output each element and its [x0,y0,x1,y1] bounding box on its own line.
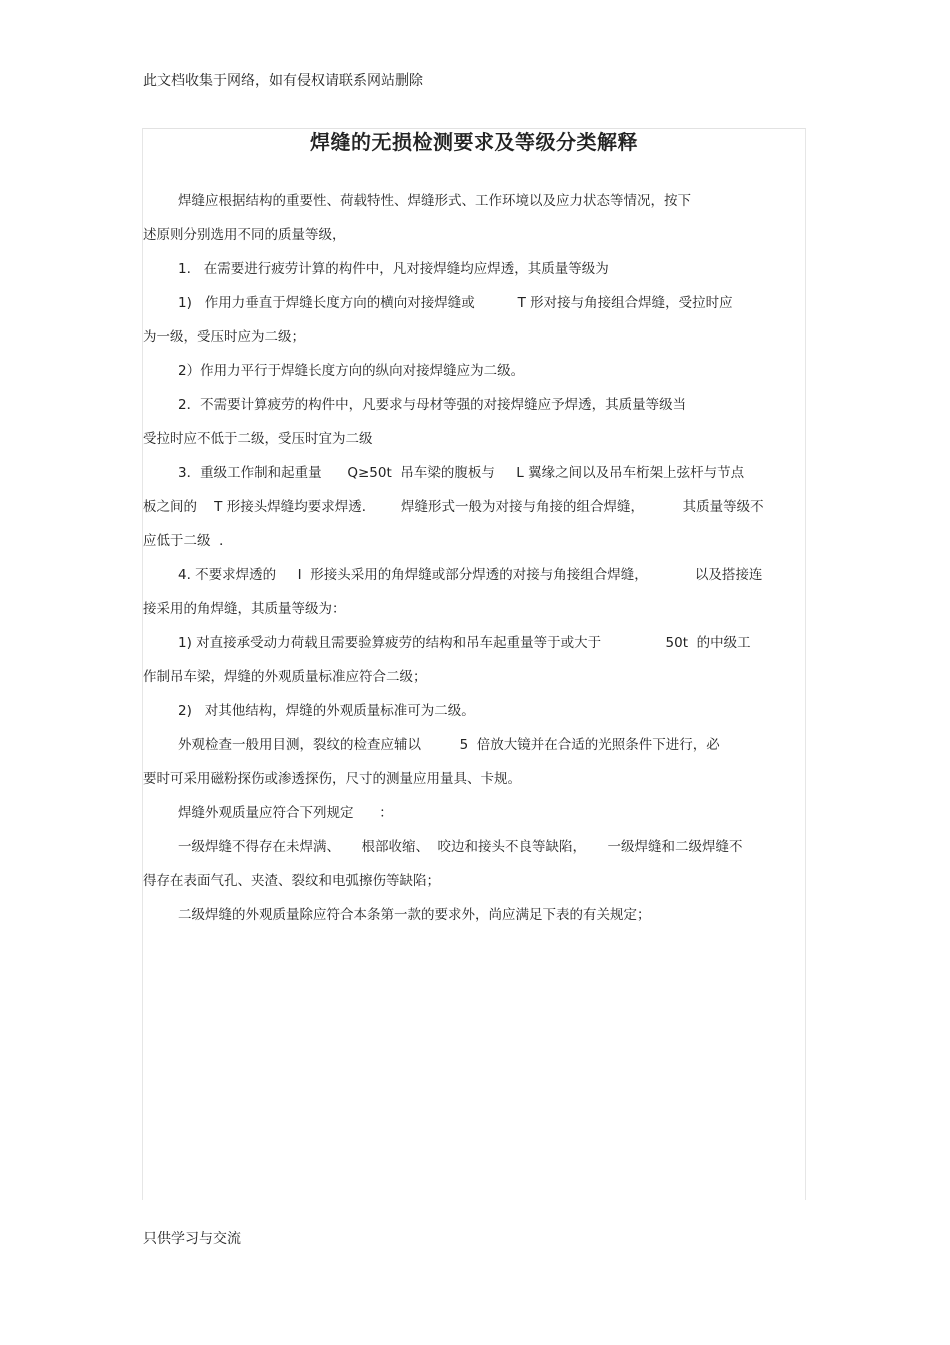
body-line: 接采用的角焊缝，其质量等级为： [143,601,346,617]
body-line: 二级焊缝的外观质量除应符合本条第一款的要求外，尚应满足下表的有关规定； [178,907,651,923]
body-line: 焊缝外观质量应符合下列规定 ： [178,805,393,821]
document-title: 焊缝的无损检测要求及等级分类解释 [310,130,638,154]
body-line: 3．重级工作制和起重量 Q≥50t 吊车梁的腹板与 L 翼缘之间以及吊车桁架上弦杆与节点 [178,465,745,481]
body-line: 1) 对直接承受动力荷载且需要验算疲劳的结构和吊车起重量等于或大于 50t 的中级工 [178,635,751,651]
body-line: 2) 对其他结构，焊缝的外观质量标准可为二级。 [178,703,475,719]
body-line: 焊缝应根据结构的重要性、荷载特性、焊缝形式、工作环境以及应力状态等情况，按下 [178,193,691,209]
body-line: 2．不需要计算疲劳的构件中，凡要求与母材等强的对接焊缝应予焊透，其质量等级当 [178,397,687,413]
body-line: 一级焊缝不得存在未焊满、 根部收缩、 咬边和接头不良等缺陷， 一级焊缝和二级焊缝不 [178,839,743,855]
header-note: 此文档收集于网络，如有侵权请联系网站删除 [143,73,423,89]
body-line: 外观检查一般用目测，裂纹的检查应辅以 5 倍放大镜并在合适的光照条件下进行，必 [178,737,720,753]
body-line: 1) 作用力垂直于焊缝长度方向的横向对接焊缝或 T 形对接与角接组合焊缝，受拉时应 [178,295,733,311]
body-line: 得存在表面气孔、夹渣、裂纹和电弧擦伤等缺陷； [143,873,440,889]
body-line: 述原则分别选用不同的质量等级， [143,227,346,243]
body-line: 2）作用力平行于焊缝长度方向的纵向对接焊缝应为二级。 [178,363,525,379]
body-line: 为一级，受压时应为二级； [143,329,305,345]
body-line: 受拉时应不低于二级，受压时宜为二级 [143,431,373,447]
body-line: 要时可采用磁粉探伤或渗透探伤，尺寸的测量应用量具、卡规。 [143,771,521,787]
footer-note: 只供学习与交流 [143,1231,241,1247]
document-body [143,184,801,932]
body-line: 板之间的 T 形接头焊缝均要求焊透． 焊缝形式一般为对接与角接的组合焊缝， 其质量等级不 [143,499,764,515]
body-line: 1. 在需要进行疲劳计算的构件中，凡对接焊缝均应焊透，其质量等级为 [178,261,609,277]
body-line: 作制吊车梁，焊缝的外观质量标准应符合二级； [143,669,427,685]
body-line: 应低于二级 ． [143,533,233,549]
body-line: 4. 不要求焊透的 I 形接头采用的角焊缝或部分焊透的对接与角接组合焊缝， 以及搭接连 [178,567,763,583]
